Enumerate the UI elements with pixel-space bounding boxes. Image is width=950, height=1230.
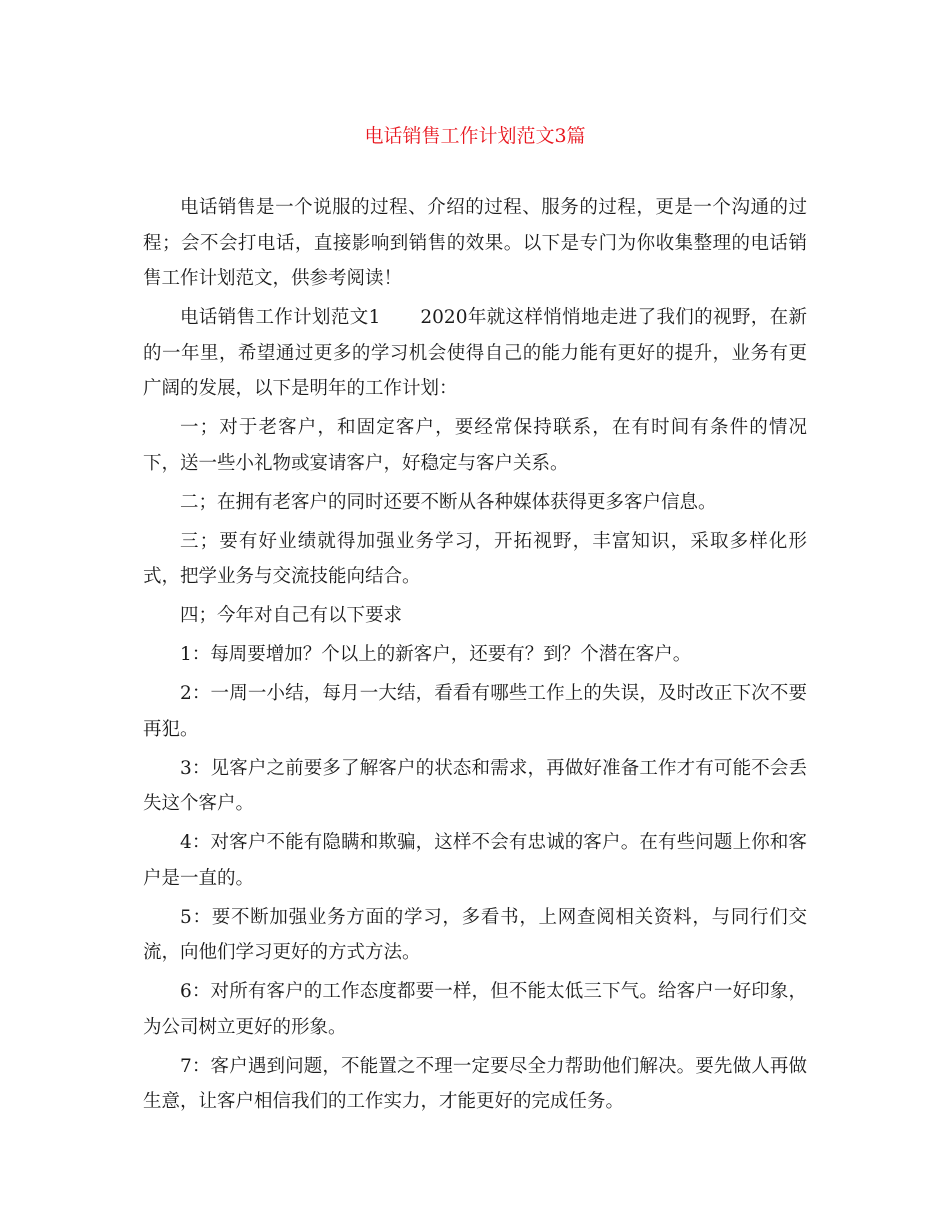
requirement-7: 7：客户遇到问题，不能置之不理一定要尽全力帮助他们解决。要先做人再做生意，让客户相信我们的工作实力，才能更好的完成任务。 <box>143 1055 807 1112</box>
requirement-6: 6：对所有客户的工作态度都要一样，但不能太低三下气。给客户一好印象，为公司树立更好的形象。 <box>143 981 807 1038</box>
document-title: 电话销售工作计划范文3篇 <box>364 125 586 147</box>
section1-text: 2020年就这样悄悄地走进了我们的视野，在新的一年里，希望通过更多的学习机会使得自己的能力能有更好的提升，业务有更广阔的发展，以下是明年的工作计划： <box>143 307 807 399</box>
section1-heading: 电话销售工作计划范文1 <box>180 307 381 328</box>
requirement-2: 2：一周一小结，每月一大结，看看有哪些工作上的失误，及时改正下次不要再犯。 <box>143 683 807 740</box>
plan-item-3: 三；要有好业绩就得加强业务学习，开拓视野，丰富知识，采取多样化形式，把学业务与交流技能向结合。 <box>143 530 807 587</box>
document-body <box>143 190 807 1123</box>
requirement-4: 4：对客户不能有隐瞒和欺骗，这样不会有忠诚的客户。在有些问题上你和客户是一直的。 <box>143 832 807 889</box>
plan-item-1: 一；对于老客户，和固定客户，要经常保持联系，在有时间有条件的情况下，送一些小礼物或宴请客户，好稳定与客户关系。 <box>143 417 807 474</box>
plan-item-4: 四；今年对自己有以下要求 <box>180 605 403 626</box>
requirement-1: 1：每周要增加？个以上的新客户，还要有？到？个潜在客户。 <box>180 644 692 665</box>
requirement-5: 5：要不断加强业务方面的学习，多看书，上网查阅相关资料，与同行们交流，向他们学习更好的方式方法。 <box>143 906 807 963</box>
intro-paragraph: 电话销售是一个说服的过程、介绍的过程、服务的过程，更是一个沟通的过程；会不会打电话，直接影响到销售的效果。以下是专门为你收集整理的电话销售工作计划范文，供参考阅读！ <box>143 197 807 289</box>
requirement-3: 3：见客户之前要多了解客户的状态和需求，再做好准备工作才有可能不会丢失这个客户。 <box>143 757 807 814</box>
section1-paragraph <box>143 300 807 407</box>
plan-item-2: 二；在拥有老客户的同时还要不断从各种媒体获得更多客户信息。 <box>180 491 717 513</box>
